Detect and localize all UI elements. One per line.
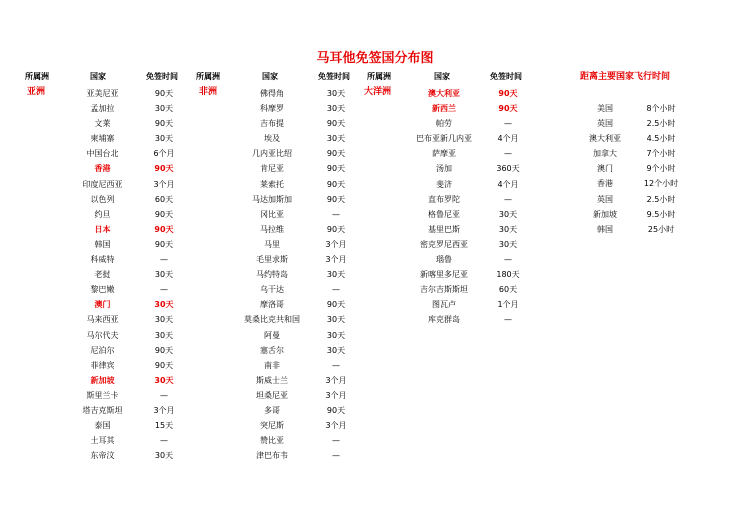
country-name: 新加坡 [90, 375, 115, 385]
country-name: 香港 [94, 164, 111, 174]
country-name: 新西兰 [432, 104, 456, 114]
visa-duration: 3个月 [325, 375, 347, 385]
country-name: 乌干达 [260, 285, 284, 295]
visa-duration: 90天 [498, 104, 518, 114]
country-name: 坦桑尼亚 [256, 390, 288, 400]
visa-duration: 30天 [326, 89, 346, 98]
visa-duration: 30天 [154, 451, 174, 461]
country-name: 黎巴嫩 [90, 285, 115, 295]
visa-duration: 3个月 [325, 390, 347, 400]
country-name: 尼泊尔 [90, 345, 115, 355]
visa-duration: 30天 [326, 104, 346, 114]
visa-duration: — [332, 436, 340, 446]
visa-duration: 3个月 [153, 179, 175, 189]
country-name: 图瓦卢 [432, 300, 456, 310]
country-name: 斐济 [436, 179, 452, 189]
visa-duration: 30天 [326, 315, 346, 325]
visa-duration: 360天 [496, 164, 520, 174]
visa-duration: 90天 [326, 300, 346, 310]
visa-duration: 30天 [326, 330, 346, 340]
header-visa-africa: 免签时间 [318, 72, 350, 81]
visa-duration: 30天 [154, 330, 174, 340]
country-name: 斯里兰卡 [86, 390, 119, 400]
country-name: 马尔代夫 [86, 330, 119, 340]
flight-duration: 9个小时 [646, 164, 676, 174]
country-name: 埃及 [264, 134, 280, 144]
country-name: 吉尔吉斯斯坦 [420, 285, 468, 295]
visa-duration: — [504, 149, 512, 159]
country-name: 摩洛哥 [260, 300, 284, 310]
country-name: 库克群岛 [428, 315, 460, 325]
visa-duration: 60天 [498, 285, 518, 295]
country-name: 密克罗尼西亚 [420, 239, 468, 249]
header-visa-oceania: 免签时间 [490, 72, 522, 81]
country-name: 多哥 [264, 405, 280, 415]
country-name: 汤加 [436, 164, 452, 174]
visa-duration: 90天 [326, 179, 346, 189]
country-name: 格鲁尼亚 [428, 209, 460, 219]
destination-name: 澳门 [597, 164, 613, 174]
flight-duration: 12个小时 [643, 179, 679, 189]
visa-duration: 30天 [498, 224, 518, 234]
region-label-africa: 非洲 [199, 87, 218, 97]
country-name: 印度尼西亚 [82, 179, 123, 189]
destination-name: 英国 [597, 194, 613, 204]
destination-name: 新加坡 [593, 209, 617, 219]
country-name: 瑙鲁 [436, 255, 452, 265]
visa-duration: — [160, 390, 168, 400]
visa-duration: 90天 [154, 209, 174, 219]
visa-duration: 90天 [326, 164, 346, 174]
country-name: 基里巴斯 [428, 224, 460, 234]
visa-duration: 90天 [326, 405, 346, 415]
country-name: 赞比亚 [260, 436, 284, 446]
destination-name: 美国 [597, 104, 613, 113]
destination-name: 香港 [597, 179, 613, 189]
visa-duration: 30天 [154, 270, 174, 280]
flight-duration: 4.5小时 [646, 134, 676, 144]
header-visa-asia: 免签时间 [146, 72, 178, 81]
flight-duration: 9.5小时 [646, 209, 676, 219]
visa-duration: 90天 [498, 89, 518, 98]
header-country-asia: 国家 [90, 72, 106, 81]
country-name: 新喀里多尼亚 [420, 270, 468, 280]
visa-duration: 180天 [496, 270, 520, 280]
country-name: 塞舌尔 [260, 345, 284, 355]
visa-duration: 3个月 [153, 405, 175, 415]
visa-duration: 3个月 [325, 421, 347, 431]
visa-duration: 30天 [326, 270, 346, 280]
country-name: 菲律宾 [90, 360, 115, 370]
visa-duration: — [332, 451, 340, 461]
page-title: 马耳他免签国分布图 [316, 51, 434, 66]
visa-duration: 3个月 [325, 255, 347, 265]
country-name: 斯威士兰 [256, 375, 288, 385]
country-name: 佛得角 [260, 89, 284, 98]
visa-duration: 90天 [154, 224, 174, 234]
country-name: 帕劳 [436, 119, 452, 129]
flight-duration: 25小时 [647, 224, 675, 234]
country-name: 马里 [264, 239, 280, 249]
visa-duration: 4个月 [497, 134, 519, 144]
header-region-africa: 所属洲 [196, 72, 220, 81]
country-name: 孟加拉 [90, 104, 115, 114]
country-name: 老挝 [94, 270, 111, 280]
country-name: 直布罗陀 [428, 194, 460, 204]
visa-duration: — [332, 209, 340, 219]
visa-duration: 60天 [154, 194, 174, 204]
flight-times-title: 距离主要国家飞行时间 [580, 72, 671, 82]
visa-duration: — [504, 194, 512, 204]
header-country-oceania: 国家 [434, 72, 450, 81]
country-name: 亚美尼亚 [86, 89, 119, 98]
country-name: 巴布亚新几内亚 [416, 134, 472, 144]
visa-duration: 90天 [154, 345, 174, 355]
visa-duration: 30天 [154, 134, 174, 144]
visa-duration: — [332, 285, 340, 295]
visa-duration: 1个月 [497, 300, 519, 310]
country-name: 约旦 [94, 209, 111, 219]
country-name: 毛里求斯 [256, 255, 288, 265]
visa-duration: 4个月 [497, 179, 519, 189]
country-name: 马约特岛 [256, 270, 288, 280]
region-label-asia: 亚洲 [27, 87, 46, 97]
country-name: 突尼斯 [260, 421, 284, 431]
country-name: 吉布提 [260, 119, 284, 129]
flight-duration: 2.5小时 [646, 194, 676, 204]
visa-duration: — [504, 315, 512, 325]
country-name: 泰国 [94, 421, 111, 431]
country-name: 几内亚比绍 [252, 149, 292, 159]
country-name: 塔吉克斯坦 [82, 405, 123, 415]
visa-duration: 3个月 [325, 239, 347, 249]
visa-duration: 6个月 [153, 149, 175, 159]
visa-duration: 90天 [154, 164, 174, 174]
country-name: 土耳其 [90, 436, 115, 446]
visa-duration: 90天 [154, 239, 174, 249]
visa-duration: 30天 [326, 345, 346, 355]
visa-duration: — [332, 360, 340, 370]
country-name: 冈比亚 [260, 209, 284, 219]
visa-duration: 30天 [154, 375, 174, 385]
country-name: 日本 [94, 224, 111, 234]
country-name: 马拉维 [260, 224, 284, 234]
visa-duration: 90天 [154, 360, 174, 370]
visa-duration: 30天 [154, 315, 174, 325]
visa-duration: 90天 [154, 89, 174, 98]
visa-duration: 15天 [154, 421, 174, 431]
country-name: 科摩罗 [260, 104, 284, 114]
destination-name: 韩国 [597, 224, 613, 234]
flight-duration: 2.5小时 [646, 119, 676, 129]
country-name: 莫桑比克共和国 [244, 315, 300, 325]
visa-duration: — [160, 255, 168, 265]
visa-duration: — [160, 436, 168, 446]
flight-duration: 7个小时 [646, 149, 676, 159]
region-label-oceania: 大洋洲 [364, 87, 392, 97]
country-name: 中国台北 [86, 149, 119, 159]
visa-duration: — [160, 285, 168, 295]
country-name: 南非 [264, 360, 280, 370]
destination-name: 澳大利亚 [589, 134, 621, 144]
header-country-africa: 国家 [262, 72, 278, 81]
visa-duration: 30天 [498, 239, 518, 249]
destination-name: 加拿大 [593, 149, 617, 159]
country-name: 柬埔寨 [90, 134, 115, 144]
visa-duration: 90天 [326, 194, 346, 204]
country-name: 马达加斯加 [252, 194, 292, 204]
country-name: 阿曼 [264, 330, 280, 340]
visa-duration: 90天 [326, 119, 346, 129]
country-name: 澳门 [94, 300, 111, 310]
country-name: 文莱 [94, 119, 111, 129]
visa-duration: — [504, 119, 512, 129]
header-region-oceania: 所属洲 [367, 72, 391, 81]
country-name: 澳大利亚 [428, 89, 460, 98]
visa-duration: 30天 [154, 300, 174, 310]
country-name: 萨摩亚 [432, 149, 456, 159]
country-name: 津巴布韦 [256, 451, 288, 461]
country-name: 马来西亚 [86, 315, 119, 325]
country-name: 科威特 [90, 255, 115, 265]
flight-duration: 8个小时 [646, 104, 676, 113]
visa-duration: 90天 [326, 149, 346, 159]
visa-duration: — [504, 255, 512, 265]
visa-duration: 30天 [498, 209, 518, 219]
country-name: 莱索托 [260, 179, 284, 189]
destination-name: 英国 [597, 119, 613, 129]
country-name: 东帝汶 [90, 451, 115, 461]
country-name: 以色列 [90, 194, 115, 204]
header-region-asia: 所属洲 [25, 72, 49, 81]
visa-duration: 30天 [326, 134, 346, 144]
country-name: 韩国 [94, 239, 111, 249]
country-name: 肯尼亚 [260, 164, 284, 174]
visa-duration: 90天 [326, 224, 346, 234]
visa-duration: 30天 [154, 104, 174, 114]
visa-duration: 90天 [154, 119, 174, 129]
